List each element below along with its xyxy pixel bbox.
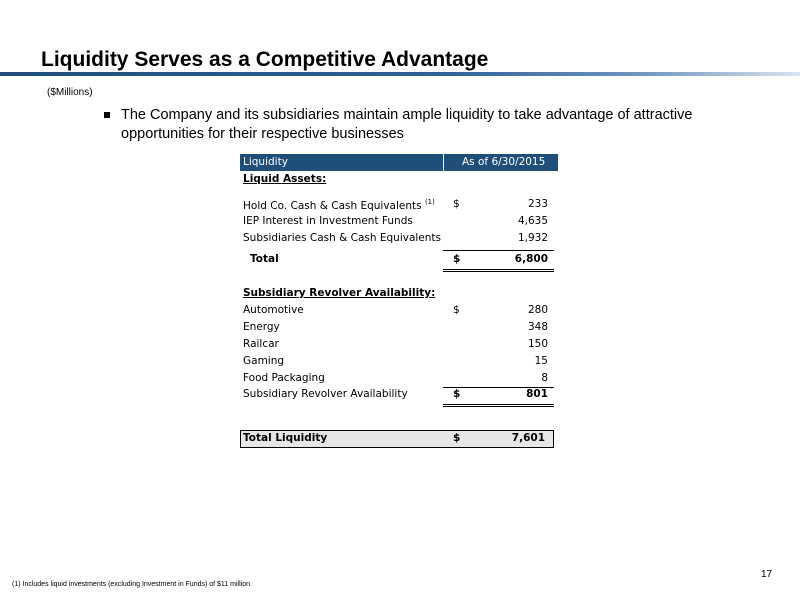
total-double-rule-top	[443, 269, 554, 270]
row-value: 15	[534, 355, 548, 367]
header-date: As of 6/30/2015	[462, 156, 546, 168]
section-title-text: Liquid Assets:	[243, 173, 327, 185]
grand-total-row	[241, 432, 559, 448]
row-value: 4,635	[517, 215, 548, 227]
row-dollar: $	[453, 388, 461, 400]
slide-title: Liquidity Serves as a Competitive Advantage	[41, 48, 489, 71]
row-value: 348	[527, 321, 548, 333]
header-liquidity: Liquidity	[243, 156, 288, 168]
square-bullet-icon	[104, 112, 110, 118]
row-label: Subsidiaries Cash & Cash Equivalents	[243, 232, 442, 244]
row-label: Total Liquidity	[243, 432, 328, 444]
row-value: 280	[527, 304, 548, 316]
row-value: 150	[527, 338, 548, 350]
subtotal-rule	[443, 250, 554, 251]
total-double-rule-bottom	[443, 406, 554, 407]
table-row	[240, 232, 558, 248]
row-label: Hold Co. Cash & Cash Equivalents $^{(1)}$	[243, 198, 435, 212]
table-row	[240, 372, 558, 388]
row-label: Subsidiary Revolver Availability	[243, 388, 408, 400]
table-row	[240, 355, 558, 371]
total-double-rule-bottom	[443, 271, 554, 272]
header-divider	[443, 154, 444, 171]
page-number: 17	[761, 569, 773, 580]
section-title-text: Subsidiary Revolver Availability:	[243, 287, 436, 299]
row-dollar: $	[453, 432, 461, 444]
section-title-revolver	[240, 287, 558, 303]
row-label: Total	[250, 253, 279, 265]
total-double-rule-top	[443, 404, 554, 405]
grand-total-box	[240, 430, 554, 448]
row-dollar: $	[453, 198, 460, 210]
row-label: Food Packaging	[243, 372, 325, 384]
table-row	[240, 321, 558, 337]
row-value: 233	[527, 198, 548, 210]
row-dollar: $	[453, 253, 461, 265]
bullet-text: The Company and its subsidiaries maintain ample liquidity to take advantage of attractive opportunities for their respective businesses	[121, 107, 693, 142]
footnote: (1) Includes liquid investments (excluding Investment in Funds) of $11 million.	[12, 581, 252, 588]
row-value: 7,601	[511, 432, 545, 444]
table-row	[240, 215, 558, 231]
table-row	[240, 198, 558, 214]
row-label: Railcar	[243, 338, 279, 350]
section-title-liquid-assets	[240, 173, 558, 189]
row-value: 6,800	[514, 253, 548, 265]
row-label: Automotive	[243, 304, 304, 316]
units-label: ($Millions)	[47, 87, 93, 98]
row-dollar: $	[453, 304, 460, 316]
row-value: 1,932	[517, 232, 548, 244]
row-value: 801	[526, 388, 548, 400]
table-row	[240, 338, 558, 354]
table-header	[240, 154, 558, 171]
row-label: Energy	[243, 321, 280, 333]
revolver-total-row	[240, 388, 558, 404]
assets-total-row	[240, 253, 558, 269]
row-value: 8	[541, 372, 548, 384]
table-row	[240, 304, 558, 320]
row-label: IEP Interest in Investment Funds	[243, 215, 413, 227]
footnote-marker: (1)	[424, 198, 435, 206]
title-underline-bar	[0, 72, 800, 76]
row-label: Gaming	[243, 355, 285, 367]
